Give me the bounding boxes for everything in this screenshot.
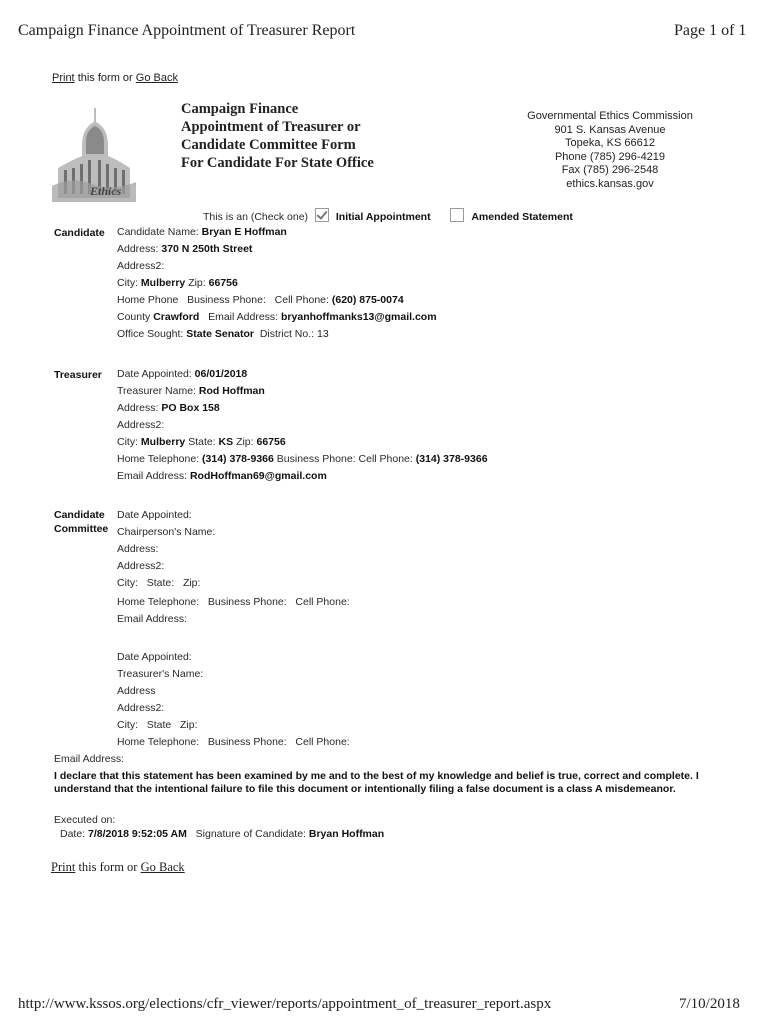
agency-name: Governmental Ethics Commission bbox=[527, 110, 693, 122]
treasurer-phone-row bbox=[117, 453, 488, 465]
signature-value: Bryan Hoffman bbox=[308, 828, 385, 840]
print-link-bottom[interactable]: Print bbox=[51, 860, 76, 874]
candidate-county-label: County bbox=[117, 311, 151, 323]
committee-chair-label: Chairperson's Name: bbox=[117, 526, 216, 538]
logo-caption: Ethics bbox=[90, 184, 122, 198]
amended-statement-checkbox[interactable] bbox=[450, 208, 464, 222]
executed-date-label: Date: bbox=[60, 828, 86, 840]
form-title-line1: Campaign Finance bbox=[181, 101, 299, 117]
candidate-address-value: 370 N 250th Street bbox=[161, 243, 253, 255]
treasurer-zip-label: Zip: bbox=[236, 436, 254, 448]
treasurer-address2-row bbox=[117, 419, 164, 431]
executed-date-value: 7/8/2018 9:52:05 AM bbox=[88, 828, 187, 840]
committee-treasurer-email-label: Email Address: bbox=[54, 753, 125, 765]
treasurer-address-value: PO Box 158 bbox=[161, 402, 220, 414]
treasurer-zip-value: 66756 bbox=[256, 436, 286, 448]
agency-phone: Phone (785) 296-4219 bbox=[554, 150, 666, 163]
bottom-links bbox=[51, 860, 185, 875]
agency-web: ethics.kansas.gov bbox=[566, 177, 654, 190]
footer-url: http://www.kssos.org/elections/cfr_viewer/reports/appointment_of_treasurer_report.aspx bbox=[18, 996, 552, 1012]
treasurer-section-label: Treasurer bbox=[54, 369, 102, 381]
candidate-home-phone-label: Home Phone bbox=[117, 294, 179, 306]
treasurer-name-row bbox=[117, 385, 265, 397]
page-number: Page 1 of 1 bbox=[674, 22, 747, 39]
treasurer-city-row bbox=[117, 436, 286, 448]
declaration-text: I declare that this statement has been examined by me and to the best of my knowledge and belief is true, correct and complete. I understand that the intentional failure to file this document or intentionally filing a false document is a class A misdemeanor. bbox=[54, 770, 699, 795]
committee-section-line2: Committee bbox=[54, 523, 109, 535]
candidate-county-row bbox=[117, 311, 437, 323]
candidate-section-label: Candidate bbox=[54, 227, 105, 239]
candidate-county-value: Crawford bbox=[153, 311, 200, 323]
committee-treasurer-name-label: Treasurer's Name: bbox=[117, 668, 204, 680]
treasurer-address2-label: Address2: bbox=[117, 419, 165, 431]
committee-phone-line: Home Telephone: Business Phone: Cell Phone: bbox=[117, 596, 350, 608]
treasurer-cell-phone-label: Cell Phone: bbox=[358, 453, 413, 465]
agency-address bbox=[520, 110, 700, 191]
candidate-address2-label: Address2: bbox=[117, 260, 165, 272]
form-title-line3: Candidate Committee Form bbox=[181, 137, 356, 153]
committee-section-label bbox=[54, 508, 108, 536]
top-links bbox=[52, 72, 178, 84]
candidate-city-value: Mulberry bbox=[140, 277, 186, 289]
treasurer-home-phone-value: (314) 378-9366 bbox=[202, 453, 274, 465]
treasurer-email-label: Email Address: bbox=[117, 470, 188, 482]
candidate-office-row bbox=[117, 328, 329, 340]
treasurer-date-label: Date Appointed: bbox=[117, 368, 192, 380]
executed-on-label: Executed on: bbox=[54, 814, 116, 826]
district-value: 13 bbox=[317, 328, 329, 340]
office-sought-value: State Senator bbox=[186, 328, 254, 340]
ethics-logo bbox=[52, 98, 136, 207]
treasurer-name-value: Rod Hoffman bbox=[198, 385, 265, 397]
candidate-name-label: Candidate Name: bbox=[117, 226, 199, 238]
candidate-city-label: City: bbox=[117, 277, 138, 289]
treasurer-city-label: City: bbox=[117, 436, 138, 448]
candidate-address2-row bbox=[117, 260, 164, 272]
form-title-line2: Appointment of Treasurer or bbox=[181, 119, 361, 135]
candidate-address-row bbox=[117, 243, 252, 255]
candidate-zip-value: 66756 bbox=[208, 277, 238, 289]
treasurer-state-value: KS bbox=[218, 436, 234, 448]
committee-section-line1: Candidate bbox=[54, 509, 105, 521]
committee-address-label: Address: bbox=[117, 543, 159, 555]
candidate-email-value: bryanhoffmanks13@gmail.com bbox=[281, 311, 437, 323]
agency-city: Topeka, KS 66612 bbox=[565, 137, 655, 149]
candidate-phone-row bbox=[117, 294, 404, 306]
committee-city-line: City: State: Zip: bbox=[117, 577, 201, 589]
agency-street: 901 S. Kansas Avenue bbox=[554, 123, 666, 136]
committee-address2-label: Address2: bbox=[117, 560, 165, 572]
bottom-links-connector: this form or bbox=[78, 860, 138, 874]
treasurer-business-phone-label: Business Phone: bbox=[276, 453, 356, 465]
candidate-email-label: Email Address: bbox=[208, 311, 279, 323]
office-sought-label: Office Sought: bbox=[117, 328, 184, 340]
candidate-zip-label: Zip: bbox=[188, 277, 206, 289]
statement-type-row bbox=[203, 208, 573, 223]
print-link[interactable]: Print bbox=[52, 72, 75, 84]
candidate-cell-phone-value: (620) 875-0074 bbox=[331, 294, 404, 306]
links-connector: this form or bbox=[77, 72, 133, 84]
agency-fax: Fax (785) 296-2548 bbox=[561, 164, 659, 176]
committee-treasurer-date-label: Date Appointed: bbox=[117, 651, 192, 663]
form-title-line4: For Candidate For State Office bbox=[181, 155, 374, 171]
document-header-title: Campaign Finance Appointment of Treasurer Report bbox=[18, 22, 356, 39]
committee-treasurer-city-line: City: State Zip: bbox=[117, 719, 198, 731]
treasurer-home-phone-label: Home Telephone: bbox=[117, 453, 200, 465]
candidate-city-row bbox=[117, 277, 238, 289]
treasurer-date-value: 06/01/2018 bbox=[194, 368, 248, 380]
initial-appointment-label: Initial Appointment bbox=[335, 211, 431, 223]
committee-date-label: Date Appointed: bbox=[117, 509, 192, 521]
treasurer-email-row bbox=[117, 470, 327, 482]
amended-statement-label: Amended Statement bbox=[471, 211, 573, 223]
treasurer-cell-phone-value: (314) 378-9366 bbox=[415, 453, 488, 465]
check-prompt: This is an (Check one) bbox=[203, 211, 309, 223]
candidate-cell-phone-label: Cell Phone: bbox=[274, 294, 329, 306]
committee-treasurer-address2-label: Address2: bbox=[117, 702, 165, 714]
candidate-address-label: Address: bbox=[117, 243, 159, 255]
committee-treasurer-phone-line: Home Telephone: Business Phone: Cell Phone: bbox=[117, 736, 350, 748]
footer-date: 7/10/2018 bbox=[679, 996, 740, 1012]
district-label: District No.: bbox=[259, 328, 315, 340]
initial-appointment-checkbox[interactable] bbox=[315, 208, 329, 222]
committee-email-label: Email Address: bbox=[117, 613, 188, 625]
candidate-business-phone-label: Business Phone: bbox=[187, 294, 266, 306]
treasurer-email-value: RodHoffman69@gmail.com bbox=[189, 470, 327, 482]
go-back-link[interactable]: Go Back bbox=[135, 72, 178, 84]
candidate-name-row bbox=[117, 226, 287, 238]
treasurer-address-row bbox=[117, 402, 220, 414]
executed-row bbox=[60, 828, 384, 840]
committee-treasurer-address-label: Address bbox=[117, 685, 156, 697]
treasurer-name-label: Treasurer Name: bbox=[117, 385, 196, 397]
go-back-link-bottom[interactable]: Go Back bbox=[140, 860, 185, 874]
treasurer-date-row bbox=[117, 368, 247, 380]
treasurer-state-label: State: bbox=[188, 436, 216, 448]
treasurer-city-value: Mulberry bbox=[140, 436, 186, 448]
treasurer-address-label: Address: bbox=[117, 402, 159, 414]
candidate-name-value: Bryan E Hoffman bbox=[201, 226, 287, 238]
form-title bbox=[181, 100, 374, 172]
signature-label: Signature of Candidate: bbox=[195, 828, 306, 840]
